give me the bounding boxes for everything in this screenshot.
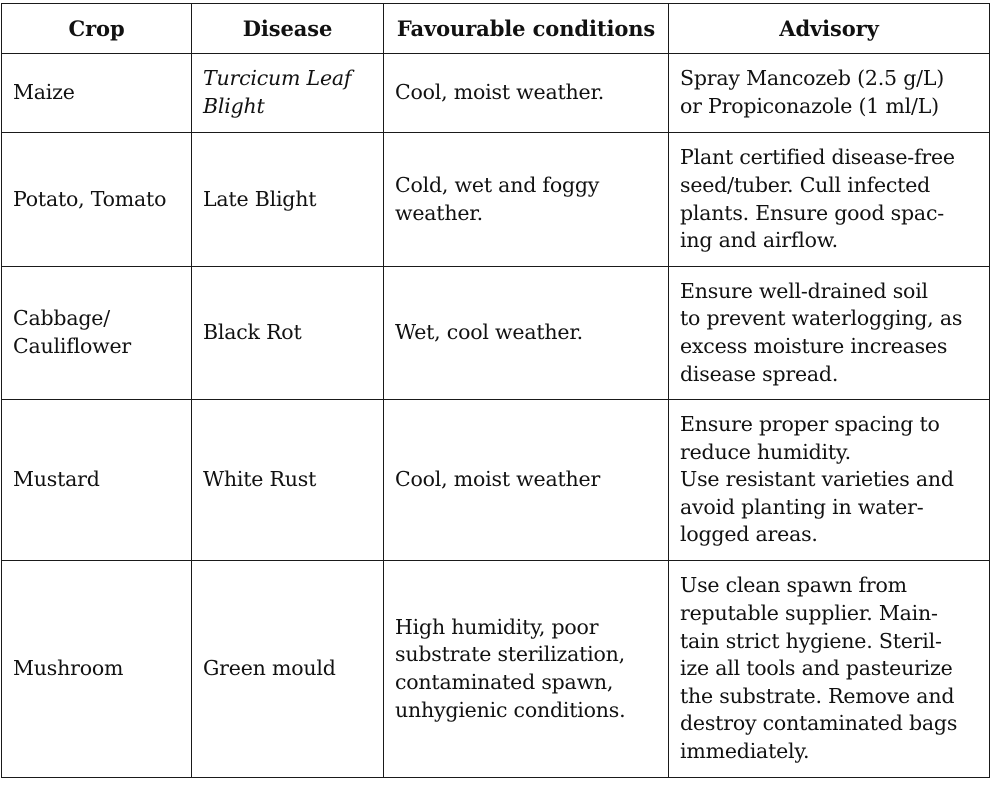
header-favourable-conditions: Favourable conditions: [384, 4, 669, 54]
table-row: [2, 267, 990, 400]
advisory-line: Use resistant varieties and: [680, 467, 954, 492]
advisory-line: disease spread.: [680, 361, 839, 386]
conditions-line: Wet, cool weather.: [395, 320, 583, 345]
crop-cell: [2, 561, 192, 778]
conditions-line: Cool, moist weather: [395, 467, 601, 492]
conditions-cell: [384, 54, 669, 133]
advisory-line: avoid planting in water-: [680, 494, 924, 519]
advisory-line: tain strict hygiene. Steril-: [680, 628, 942, 653]
advisory-cell: [669, 561, 990, 778]
advisory-line: or Propiconazole (1 ml/L): [680, 94, 939, 118]
crop-line: Cauliflower: [13, 334, 131, 358]
crop-cell: [2, 400, 192, 561]
advisory-line: ing and airflow.: [680, 228, 838, 253]
table-row: [2, 400, 990, 561]
disease-cell: [192, 54, 384, 133]
advisory-cell: [669, 54, 990, 133]
disease-line: Black Rot: [203, 320, 302, 345]
conditions-cell: [384, 133, 669, 267]
advisory-cell: [669, 133, 990, 267]
advisory-line: plants. Ensure good spac-: [680, 200, 944, 225]
disease-line: White Rust: [203, 467, 317, 492]
disease-line: Blight: [203, 94, 265, 118]
conditions-cell: [384, 561, 669, 778]
crop-cell: [2, 54, 192, 133]
advisory-line: reduce humidity.: [680, 439, 851, 464]
header-disease: Disease: [192, 4, 384, 54]
advisory-line: Ensure proper spacing to: [680, 412, 940, 437]
disease-line: Green mould: [203, 656, 336, 681]
conditions-cell: [384, 400, 669, 561]
crop-line: Mustard: [13, 467, 100, 492]
crop-line: Potato, Tomato: [13, 186, 167, 211]
header-row: [2, 4, 990, 54]
crop-line: Mushroom: [13, 656, 124, 681]
disease-cell: [192, 267, 384, 400]
crop-line: Maize: [13, 80, 75, 105]
disease-cell: [192, 400, 384, 561]
advisory-line: logged areas.: [680, 522, 818, 547]
conditions-line: substrate sterilization,: [395, 642, 625, 667]
advisory-cell: [669, 400, 990, 561]
conditions-line: High humidity, poor: [395, 614, 599, 639]
advisory-line: excess moisture increases: [680, 334, 948, 358]
disease-cell: [192, 561, 384, 778]
advisory-line: Ensure well-drained soil: [680, 278, 928, 303]
advisory-line: destroy contaminated bags: [680, 711, 958, 736]
conditions-line: Cool, moist weather.: [395, 80, 605, 105]
advisory-line: Plant certified disease-free: [680, 145, 955, 170]
disease-cell: [192, 133, 384, 267]
advisory-line: immediately.: [680, 738, 810, 763]
advisory-line: Use clean spawn from: [680, 573, 907, 598]
advisory-line: Spray Mancozeb (2.5 g/L): [680, 66, 945, 91]
conditions-line: weather.: [395, 200, 483, 225]
advisory-line: seed/tuber. Cull infected: [680, 172, 931, 197]
table-row: [2, 54, 990, 133]
table-row: [2, 133, 990, 267]
crop-cell: [2, 133, 192, 267]
crop-cell: [2, 267, 192, 400]
header-crop: Crop: [2, 4, 192, 54]
disease-line: Turcicum Leaf: [203, 66, 352, 91]
conditions-line: unhygienic conditions.: [395, 697, 626, 722]
advisory-line: the substrate. Remove and: [680, 683, 955, 708]
advisory-line: to prevent waterlogging, as: [680, 306, 963, 331]
header-advisory: Advisory: [669, 4, 990, 54]
advisory-cell: [669, 267, 990, 400]
advisory-line: ize all tools and pasteurize: [680, 656, 953, 681]
disease-line: Late Blight: [203, 186, 317, 211]
advisory-line: reputable supplier. Main-: [680, 601, 938, 626]
crop-disease-advisory-table: [1, 3, 990, 778]
table-row: [2, 561, 990, 778]
conditions-line: Cold, wet and foggy: [395, 172, 600, 197]
conditions-line: contaminated spawn,: [395, 670, 614, 694]
conditions-cell: [384, 267, 669, 400]
crop-line: Cabbage/: [13, 306, 110, 331]
